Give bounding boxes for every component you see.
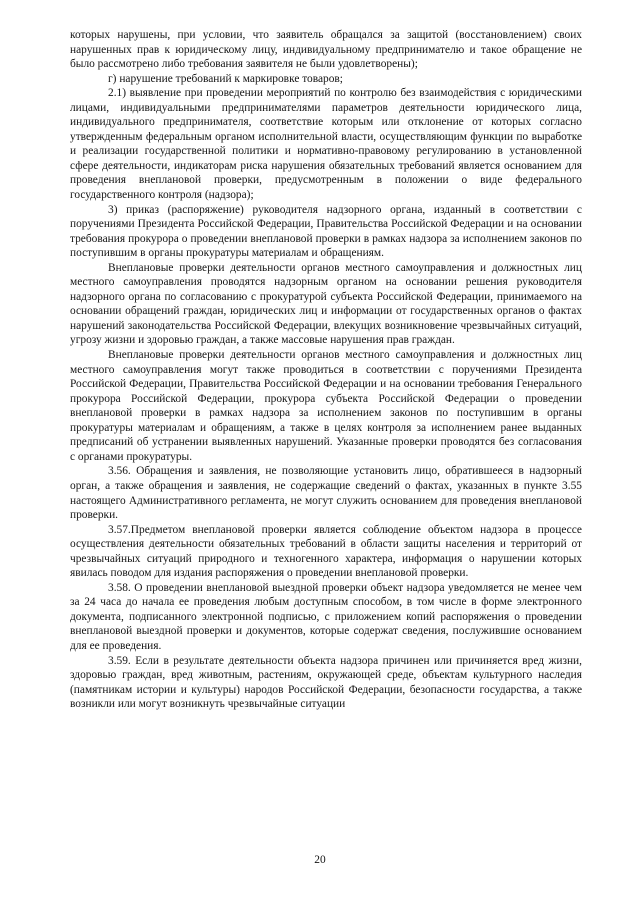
paragraph-3-58: 3.58. О проведении внеплановой выездной проверки объект надзора уведомляется не менее чем за 24 часа до начала ее проведения любым доступным способом, в том числе в форме электронного документа, подписанного электронной подписью, с приложением копий распоряжения о проведении внеплановой выездной проверки и документов, которые содержат сведения, послужившие основанием для ее проведения. (70, 581, 582, 652)
paragraph-unscheduled-inspections-approval: Внеплановые проверки деятельности органов местного самоуправления и должностных лиц местного самоуправления проводятся надзорным органом на основании решения руководителя надзорного органа по согласованию с прокуратурой субъекта Российской Федерации, принимаемого на основании обращений граждан, юридических лиц и информации от государственных органов о фактах нарушений законодательства Российской Федерации, влекущих возникновение чрезвычайных ситуаций, угрозу жизни и здоровью граждан, а также массовые нарушения прав граждан. (70, 261, 582, 347)
paragraph-item-g: г) нарушение требований к маркировке товаров; (108, 72, 343, 85)
paragraph-3-59: 3.59. Если в результате деятельности объекта надзора причинен или причиняется вред жизни, здоровью граждан, вред животным, растениям, окружающей среде, объектам культурного наследия (памятникам истории и культуры) народов Российской Федерации, безопасности государства, а также возникли или могут возникнуть чрезвычайные ситуации (70, 654, 582, 711)
paragraph-continuation: которых нарушены, при условии, что заявитель обращался за защитой (восстановлением) своих нарушенных прав к юридическому лицу, индивидуальному предпринимателю и такое обращение не было рассмотрено либо требования заявителя не были удовлетворены); (70, 29, 582, 71)
page-number: 20 (314, 854, 326, 866)
paragraph-unscheduled-inspections-instructions: Внеплановые проверки деятельности органов местного самоуправления и должностных лиц местного самоуправления могут также проводиться в соответствии с поручениями Президента Российской Федерации, Правительства Российской Федерации и на основании требования Генерального прокурора Российской Федерации, прокурора субъекта Российской Федерации о проведении внеплановой проверки в рамках надзора за исполнением законов по поступившим в органы прокуратуры материалам и обращениям, а также в целях контроля за исполнением ранее выданных предписаний об устранении выявленных нарушений. Указанные проверки проводятся без согласования с органами прокуратуры. (70, 349, 582, 463)
paragraph-item-3: 3) приказ (распоряжение) руководителя надзорного органа, изданный в соответствии с поручениями Президента Российской Федерации, Правительства Российской Федерации и на основании требования прокурора о проведении внеплановой проверки в рамках надзора за исполнением законов по поступившим в органы прокуратуры материалам и обращениям. (70, 203, 582, 260)
document-page (70, 28, 582, 712)
paragraph-3-57: 3.57.Предметом внеплановой проверки является соблюдение объектом надзора в процессе осуществления деятельности обязательных требований в области защиты населения и территорий от чрезвычайных ситуаций природного и техногенного характера, информация о нарушении которых явилась поводом для издания распоряжения о проведении внеплановой проверки. (70, 523, 582, 580)
paragraph-item-2-1: 2.1) выявление при проведении мероприятий по контролю без взаимодействия с юридическими лицами, индивидуальными предпринимателями параметров деятельности юридического лица, индивидуального предпринимателя, соответствие которым или отклонение от которых согласно утвержденным федеральным органом исполнительной власти, осуществляющим функции по выработке и реализации государственной политики и нормативно-правовому регулированию в установленной сфере деятельности, индикаторам риска нарушения обязательных требований является основанием для проведения внеплановой проверки, предусмотренным в положении о виде федерального государственного контроля (надзора); (70, 87, 582, 202)
paragraph-3-56: 3.56. Обращения и заявления, не позволяющие установить лицо, обратившееся в надзорный орган, а также обращения и заявления, не содержащие сведений о фактах, указанных в пункте 3.55 настоящего Административного регламента, не могут служить основанием для проведения внеплановой проверки. (70, 465, 582, 522)
